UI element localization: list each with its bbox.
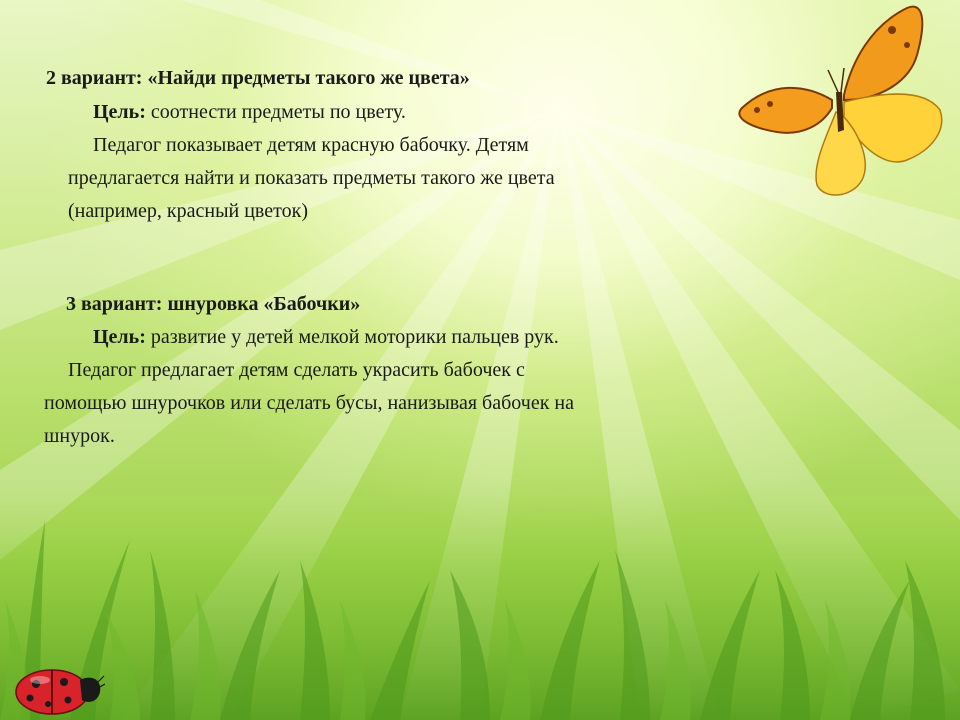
section1-goal bbox=[93, 102, 406, 122]
section1-line3-text: (например, красный цветок) bbox=[68, 200, 308, 222]
section1-line3 bbox=[68, 201, 308, 221]
section1-goal-label: Цель: bbox=[93, 101, 146, 123]
section2-goal-label: Цель: bbox=[93, 326, 146, 348]
section2-line3: шнурок. bbox=[44, 425, 115, 447]
section2-line2: помощью шнурочков или сделать бусы, нанизывая бабочек на bbox=[44, 392, 574, 414]
section2-goal-text: развитие у детей мелкой моторики пальцев рук. bbox=[145, 326, 559, 348]
section1-line2: предлагается найти и показать предметы такого же цвета bbox=[68, 167, 555, 189]
section1-line1: Педагог показывает детям красную бабочку. Детям bbox=[93, 134, 529, 156]
section1-heading: 2 вариант: «Найди предметы такого же цвета» bbox=[46, 67, 470, 89]
section2-heading: 3 вариант: шнуровка «Бабочки» bbox=[66, 293, 361, 315]
section2-line1: Педагог предлагает детям сделать украсить бабочек с bbox=[68, 359, 525, 381]
section1-goal-text: соотнести предметы по цвету. bbox=[145, 101, 406, 123]
section2-goal bbox=[93, 327, 559, 347]
